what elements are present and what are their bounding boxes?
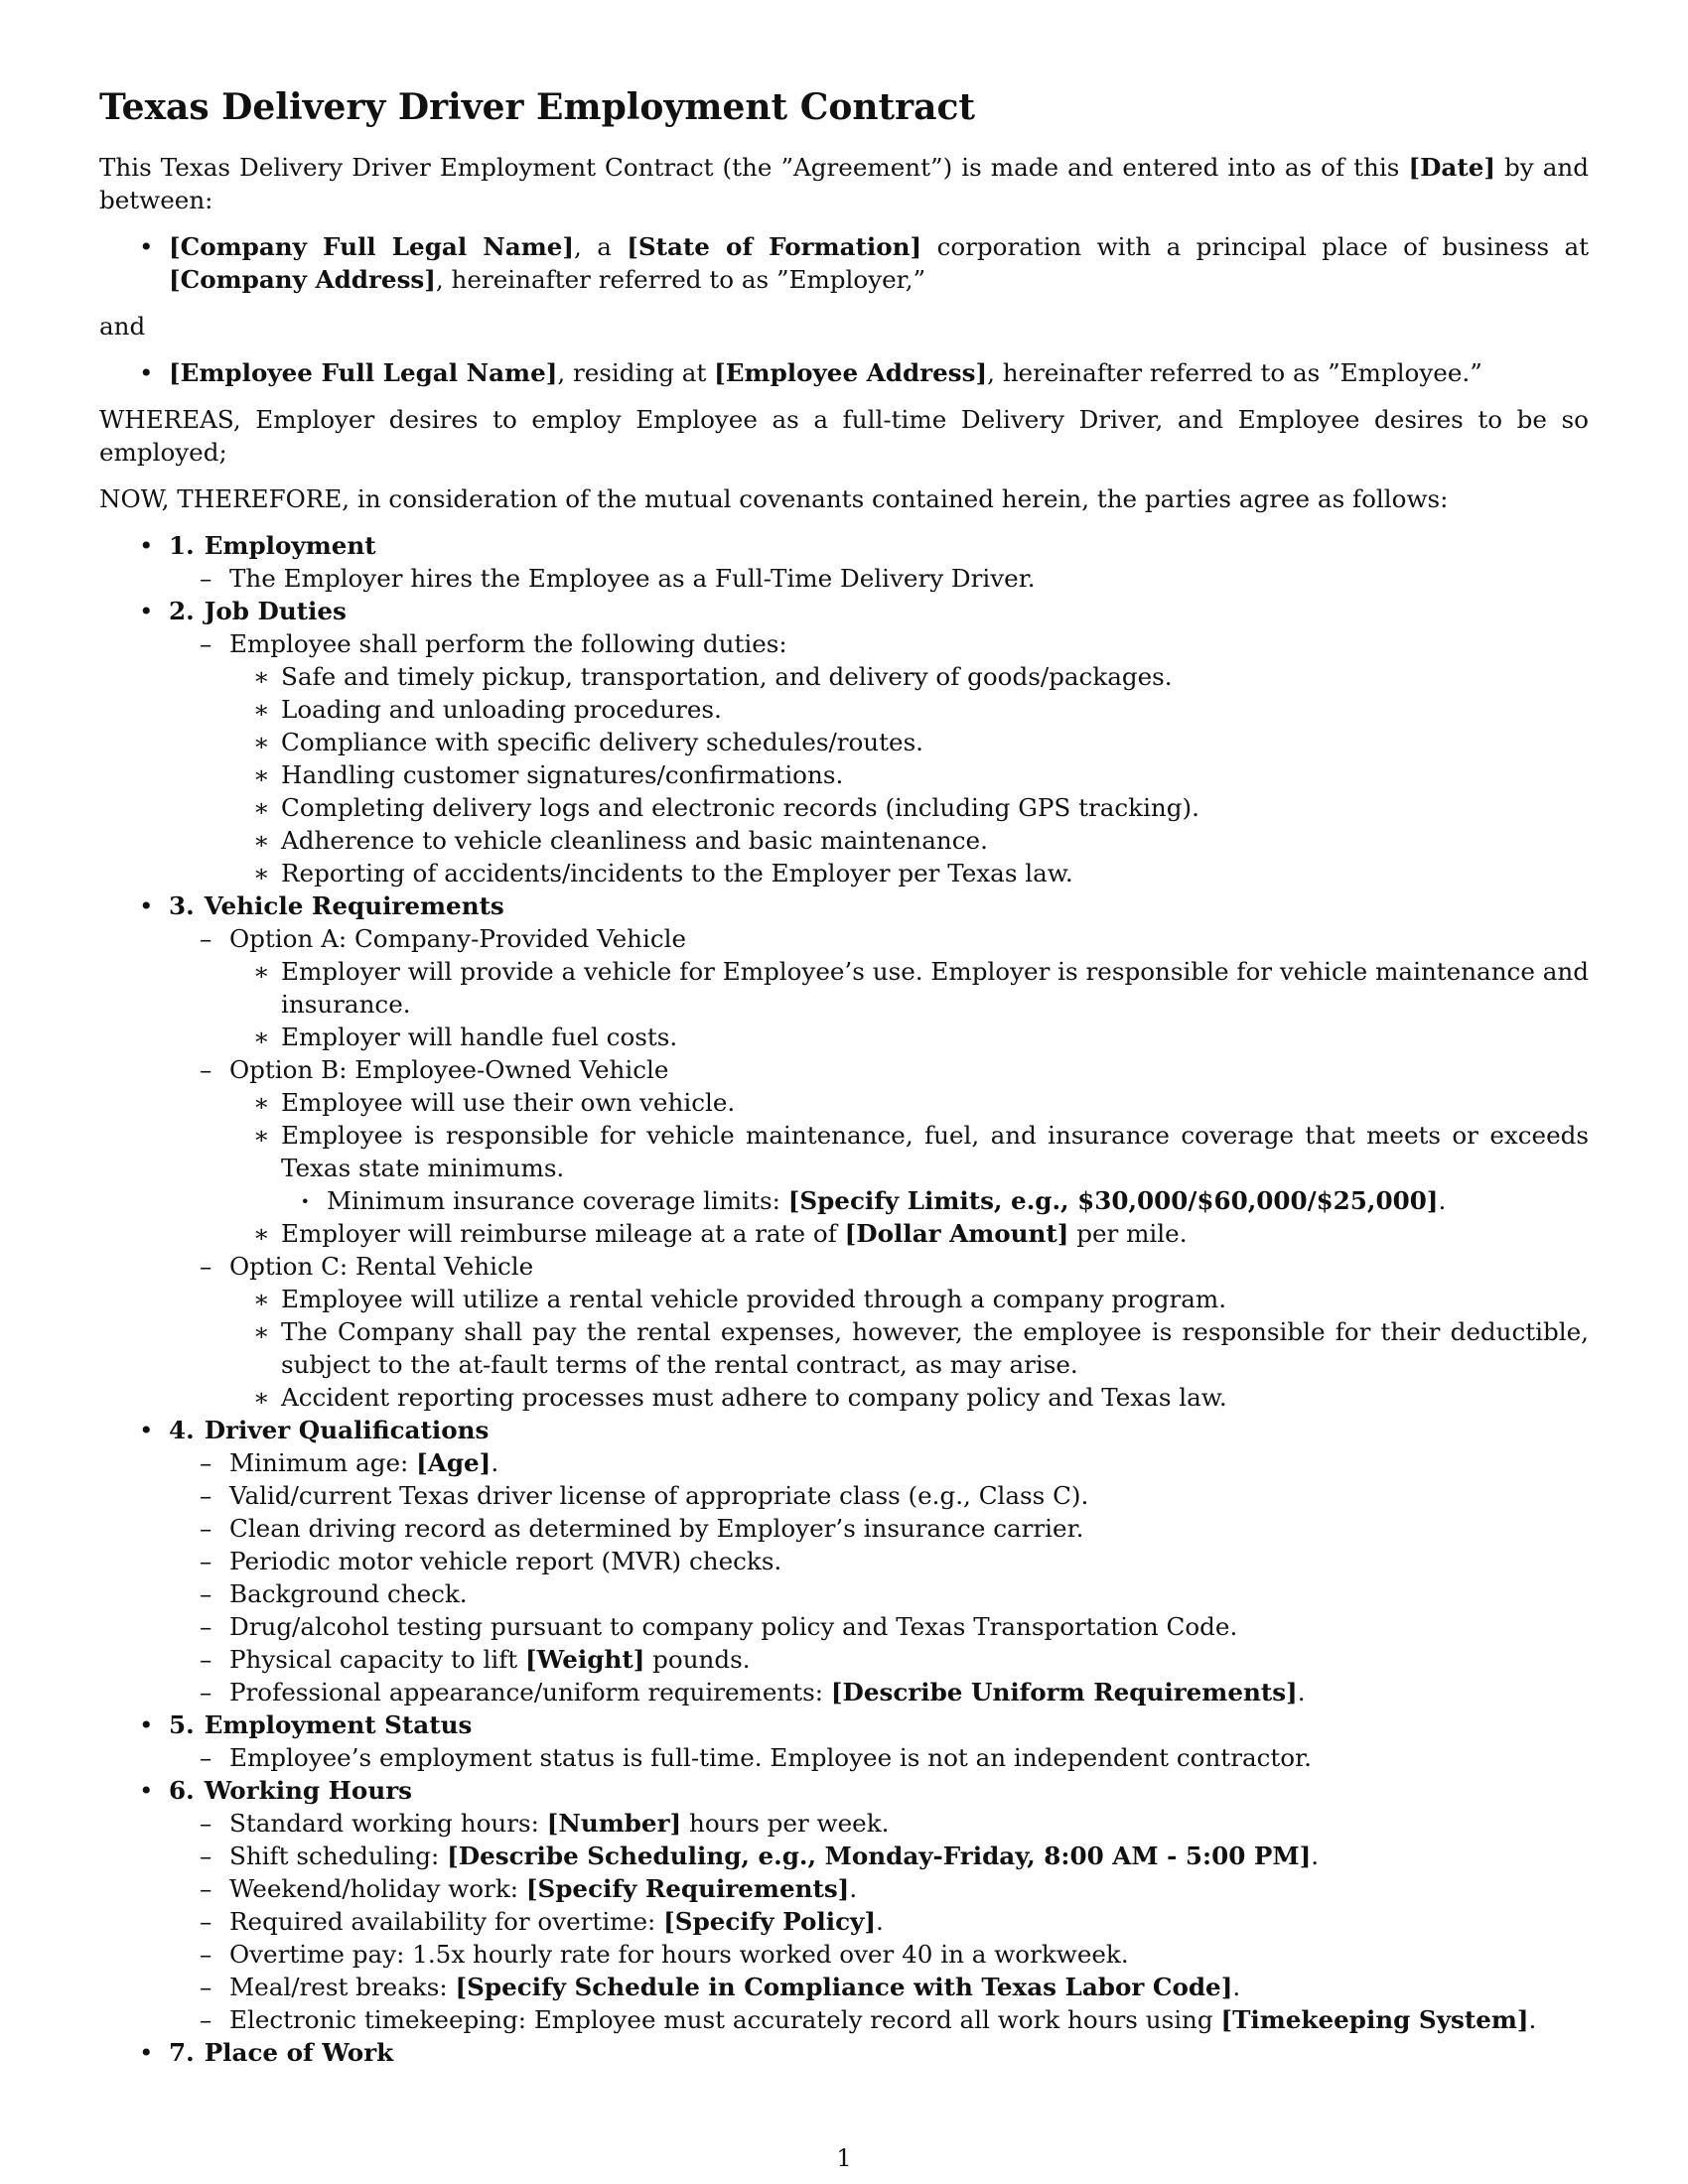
section-heading xyxy=(169,1414,1589,1446)
timekeeping-label: Electronic timekeeping: Employee must accurately record all work hours using xyxy=(229,2005,1221,2034)
overtime-placeholder: [Specify Policy] xyxy=(663,1907,876,1936)
overtime-label: Required availability for overtime: xyxy=(229,1907,664,1936)
option-label: Option B: Employee-Owned Vehicle xyxy=(229,1055,669,1084)
section-title: Working Hours xyxy=(204,1776,413,1805)
list-item: – The Employer hires the Employee as a Full-Time Delivery Driver. xyxy=(200,562,1589,595)
duties-list xyxy=(249,660,1589,889)
section-employment xyxy=(99,529,1589,595)
section-vehicle-requirements xyxy=(99,889,1589,1414)
duty-item: ∗ Compliance with specific delivery schedules/routes. xyxy=(249,726,1589,758)
whereas-clause: WHEREAS, Employer desires to employ Employee as a full-time Delivery Driver, and Employee desires to be so employed; xyxy=(99,405,1589,467)
mileage-label: Employer will reimburse mileage at a rate of xyxy=(281,1219,845,1248)
employee-text-2: , hereinafter referred to as ”Employee.” xyxy=(987,358,1482,387)
intro-paragraph xyxy=(99,151,1589,216)
list-item xyxy=(200,1840,1589,1872)
section-heading xyxy=(169,529,1589,562)
uniform-post: . xyxy=(1297,1678,1306,1706)
list-item: ∗ Employee will utilize a rental vehicle provided through a company program. xyxy=(249,1283,1589,1315)
list-item: – Clean driving record as determined by Employer’s insurance carrier. xyxy=(200,1512,1589,1545)
list-item: – Drug/alcohol testing pursuant to company policy and Texas Transportation Code. xyxy=(200,1610,1589,1643)
meal-label: Meal/rest breaks: xyxy=(229,1973,456,2001)
employer-text-1: , a xyxy=(574,232,628,261)
uniform-placeholder: [Describe Uniform Requirements] xyxy=(830,1678,1298,1706)
option-b-items xyxy=(249,1086,1589,1250)
age-placeholder: [Age] xyxy=(416,1448,492,1477)
option-a-items xyxy=(249,955,1589,1053)
shift-label: Shift scheduling: xyxy=(229,1842,448,1870)
section-working-hours xyxy=(99,1774,1589,2036)
weekend-placeholder: [Specify Requirements] xyxy=(525,1874,850,1903)
page-title: Texas Delivery Driver Employment Contract xyxy=(99,86,975,128)
and-word: and xyxy=(99,312,146,341)
meal-placeholder: [Specify Schedule in Compliance with Texas Labor Code] xyxy=(455,1973,1233,2001)
now-therefore-clause: NOW, THEREFORE, in consideration of the mutual covenants contained herein, the parties agree as follows: xyxy=(99,484,1449,513)
intro-tail: by and between: xyxy=(99,153,1589,214)
list-item xyxy=(200,2003,1589,2036)
employer-party xyxy=(99,230,1589,296)
section-number: 2. xyxy=(169,597,195,625)
option-b xyxy=(200,1053,1589,1250)
section-number: 5. xyxy=(169,1710,195,1739)
duties-lead: Employee shall perform the following duties: xyxy=(229,629,787,658)
employee-text-1: , residing at xyxy=(557,358,715,387)
option-c-items xyxy=(249,1283,1589,1414)
section-number: 1. xyxy=(169,531,195,560)
list-item: ∗ Employer will handle fuel costs. xyxy=(249,1021,1589,1053)
list-item: – Background check. xyxy=(200,1577,1589,1610)
duty-item: ∗ Adherence to vehicle cleanliness and basic maintenance. xyxy=(249,824,1589,857)
list-item xyxy=(200,1807,1589,1840)
hours-placeholder: [Number] xyxy=(546,1809,682,1838)
list-item: ∗ The Company shall pay the rental expenses, however, the employee is responsible for their deductible, subject to the at-fault terms of the rental contract, as may arise. xyxy=(249,1315,1589,1381)
section-items xyxy=(200,627,1589,889)
age-post: . xyxy=(491,1448,499,1477)
list-item: ∗ Accident reporting processes must adhere to company policy and Texas law. xyxy=(249,1381,1589,1414)
section-number: 6. xyxy=(169,1776,195,1805)
limits-placeholder: [Specify Limits, e.g., $30,000/$60,000/$25,000] xyxy=(787,1186,1439,1215)
insurance-text: Employee is responsible for vehicle maintenance, fuel, and insurance coverage that meets or exceeds Texas state minimums. xyxy=(281,1121,1589,1182)
weekend-label: Weekend/holiday work: xyxy=(229,1874,526,1903)
company-address-placeholder: [Company Address] xyxy=(169,265,436,294)
section-number: 4. xyxy=(169,1416,195,1444)
company-name-placeholder: [Company Full Legal Name] xyxy=(169,232,575,261)
list-item: ∗ Employer will provide a vehicle for Employee’s use. Employer is responsible for vehicle maintenance and insurance. xyxy=(249,955,1589,1021)
weight-label: Physical capacity to lift xyxy=(229,1645,526,1674)
section-items xyxy=(200,1741,1589,1774)
duty-item: ∗ Reporting of accidents/incidents to the Employer per Texas law. xyxy=(249,857,1589,889)
option-a xyxy=(200,922,1589,1053)
section-job-duties xyxy=(99,595,1589,889)
section-title: Driver Qualifications xyxy=(204,1416,490,1444)
document-page xyxy=(99,85,1589,2069)
meal-post: . xyxy=(1232,1973,1241,2001)
list-item: – Valid/current Texas driver license of appropriate class (e.g., Class C). xyxy=(200,1479,1589,1512)
list-item xyxy=(249,1119,1589,1217)
uniform-label: Professional appearance/uniform requirements: xyxy=(229,1678,831,1706)
list-item: – Overtime pay: 1.5x hourly rate for hours worked over 40 in a workweek. xyxy=(200,1938,1589,1971)
sections-list xyxy=(99,529,1589,2069)
timekeeping-post: . xyxy=(1528,2005,1537,2034)
shift-placeholder: [Describe Scheduling, e.g., Monday-Friday, 8:00 AM - 5:00 PM] xyxy=(447,1842,1312,1870)
list-item xyxy=(200,1446,1589,1479)
employer-text-3: , hereinafter referred to as ”Employer,” xyxy=(435,265,926,294)
shift-post: . xyxy=(1311,1842,1320,1870)
list-item xyxy=(200,1872,1589,1905)
limits-label: Minimum insurance coverage limits: xyxy=(327,1186,788,1215)
section-number: 3. xyxy=(169,891,195,920)
age-label: Minimum age: xyxy=(229,1448,417,1477)
section-title: Job Duties xyxy=(204,597,347,625)
date-placeholder: [Date] xyxy=(1408,153,1495,182)
list-item: – Employee’s employment status is full-time. Employee is not an independent contractor. xyxy=(200,1741,1589,1774)
section-items xyxy=(200,922,1589,1414)
section-items xyxy=(200,562,1589,595)
section-title: Place of Work xyxy=(204,2038,394,2067)
section-heading xyxy=(169,595,1589,627)
option-c xyxy=(200,1250,1589,1414)
hours-post: hours per week. xyxy=(681,1809,890,1838)
insurance-sublist xyxy=(297,1184,1589,1217)
duty-item: ∗ Completing delivery logs and electronic records (including GPS tracking). xyxy=(249,791,1589,824)
intro-text: This Texas Delivery Driver Employment Contract (the ”Agreement”) is made and entered into as of this xyxy=(99,153,1400,182)
weight-post: pounds. xyxy=(644,1645,751,1674)
duty-item: ∗ Handling customer signatures/confirmations. xyxy=(249,758,1589,791)
section-heading xyxy=(169,889,1589,922)
employer-party-list xyxy=(99,230,1589,296)
employer-text-2: corporation with a principal place of business at xyxy=(921,232,1590,261)
employee-party xyxy=(99,356,1589,389)
list-item xyxy=(249,1217,1589,1250)
list-item xyxy=(200,1905,1589,1938)
overtime-post: . xyxy=(876,1907,884,1936)
duty-item: ∗ Loading and unloading procedures. xyxy=(249,693,1589,726)
employee-address-placeholder: [Employee Address] xyxy=(714,358,988,387)
list-item: – Periodic motor vehicle report (MVR) checks. xyxy=(200,1545,1589,1577)
section-heading xyxy=(169,1774,1589,1807)
list-item xyxy=(297,1184,1589,1217)
weight-placeholder: [Weight] xyxy=(525,1645,645,1674)
mileage-post: per mile. xyxy=(1068,1219,1188,1248)
section-place-of-work xyxy=(99,2036,1589,2069)
page-number: 1 xyxy=(836,2144,852,2172)
duty-item: ∗ Safe and timely pickup, transportation, and delivery of goods/packages. xyxy=(249,660,1589,693)
state-placeholder: [State of Formation] xyxy=(627,232,922,261)
section-title: Employment xyxy=(204,531,376,560)
section-driver-qualifications xyxy=(99,1414,1589,1708)
list-item: ∗ Employee will use their own vehicle. xyxy=(249,1086,1589,1119)
list-item xyxy=(200,627,1589,889)
option-label: Option C: Rental Vehicle xyxy=(229,1252,534,1281)
list-item xyxy=(200,1676,1589,1708)
option-label: Option A: Company-Provided Vehicle xyxy=(229,924,687,953)
list-item xyxy=(200,1971,1589,2003)
timekeeping-placeholder: [Timekeeping System] xyxy=(1220,2005,1529,2034)
section-title: Employment Status xyxy=(204,1710,473,1739)
section-heading xyxy=(169,1708,1589,1741)
employee-party-list xyxy=(99,356,1589,389)
dollar-amount-placeholder: [Dollar Amount] xyxy=(844,1219,1069,1248)
section-items xyxy=(200,1446,1589,1708)
employee-name-placeholder: [Employee Full Legal Name] xyxy=(169,358,558,387)
section-employment-status xyxy=(99,1708,1589,1774)
limits-post: . xyxy=(1438,1186,1447,1215)
section-number: 7. xyxy=(169,2038,195,2067)
hours-label: Standard working hours: xyxy=(229,1809,547,1838)
weekend-post: . xyxy=(849,1874,858,1903)
section-heading xyxy=(169,2036,1589,2069)
section-items xyxy=(200,1807,1589,2036)
list-item xyxy=(200,1643,1589,1676)
section-title: Vehicle Requirements xyxy=(204,891,504,920)
